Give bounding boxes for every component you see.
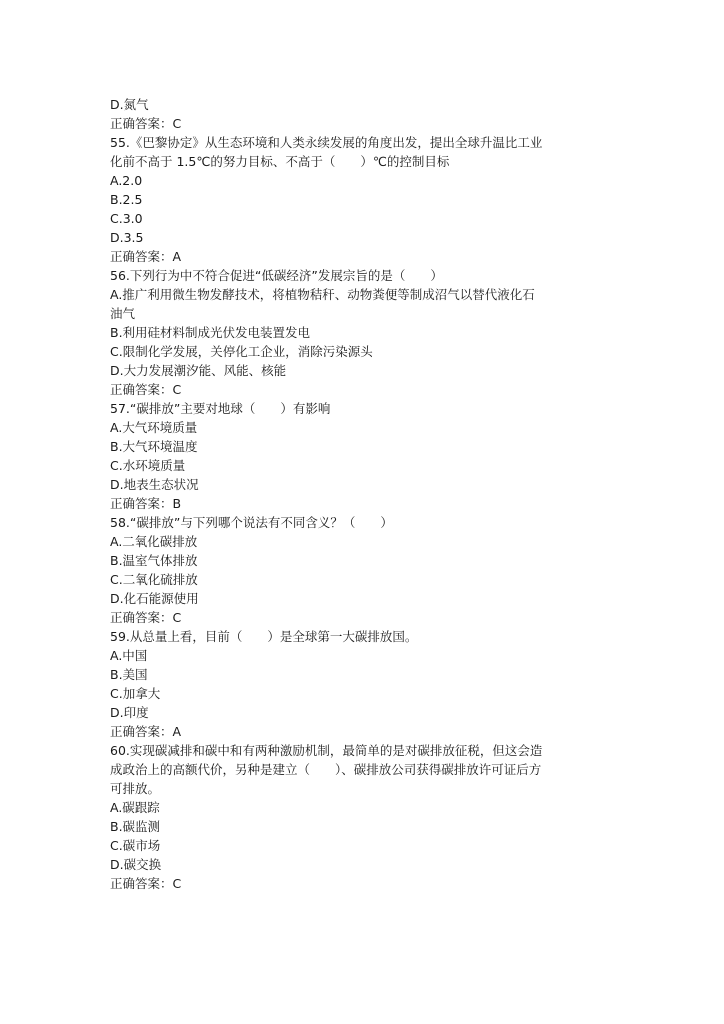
option-a: A.推广利用微生物发酵技术，将植物秸秆、动物粪便等制成沼气以替代液化石 [110,287,535,302]
correct-answer: 正确答案：A [110,724,182,739]
question-58 [110,513,610,627]
option-a: A.碳跟踪 [110,800,160,815]
document-page [110,95,610,893]
option-a: A.2.0 [110,173,143,188]
previous-question-fragment [110,95,610,133]
correct-answer: 正确答案：B [110,496,182,511]
question-60 [110,741,610,893]
question-stem: 55.《巴黎协定》从生态环境和人类永续发展的角度出发，提出全球升温比工业 [110,135,543,150]
option-a: A.中国 [110,648,148,663]
option-d: D.碳交换 [110,857,162,872]
option-b: B.美国 [110,667,148,682]
option-c: C.限制化学发展，关停化工企业，消除污染源头 [110,344,373,359]
question-stem: 60.实现碳减排和碳中和有两种激励机制，最简单的是对碳排放征税，但这会造 [110,743,543,758]
option-d: D.3.5 [110,230,144,245]
correct-answer: 正确答案：C [110,116,182,131]
question-56 [110,266,610,399]
option-c: C.二氧化硫排放 [110,572,198,587]
option-a: A.二氧化碳排放 [110,534,198,549]
question-stem: 可排放。 [110,781,161,796]
option-d: D.氮气 [110,97,149,112]
option-a-continued: 油气 [110,306,136,321]
correct-answer: 正确答案：A [110,249,182,264]
question-57 [110,399,610,513]
option-d: D.印度 [110,705,149,720]
question-stem: 57.“碳排放”主要对地球（ ）有影响 [110,401,331,416]
question-stem: 56.下列行为中不符合促进“低碳经济”发展宗旨的是（ ） [110,268,443,283]
question-59 [110,627,610,741]
option-d: D.地表生态状况 [110,477,199,492]
question-stem: 化前不高于 1.5℃的努力目标、不高于（ ）℃的控制目标 [110,154,450,169]
correct-answer: 正确答案：C [110,610,182,625]
option-c: C.3.0 [110,211,143,226]
option-a: A.大气环境质量 [110,420,198,435]
option-b: B.碳监测 [110,819,161,834]
correct-answer: 正确答案：C [110,382,182,397]
question-stem: 58.“碳排放”与下列哪个说法有不同含义？（ ） [110,515,393,530]
question-stem: 59.从总量上看，目前（ ）是全球第一大碳排放国。 [110,629,418,644]
option-b: B.温室气体排放 [110,553,198,568]
question-55 [110,133,610,266]
option-c: C.水环境质量 [110,458,186,473]
option-b: B.大气环境温度 [110,439,198,454]
option-d: D.化石能源使用 [110,591,199,606]
question-stem: 成政治上的高额代价，另种是建立（ ）、碳排放公司获得碳排放许可证后方 [110,762,542,777]
option-b: B.2.5 [110,192,143,207]
option-b: B.利用硅材料制成光伏发电装置发电 [110,325,311,340]
option-c: C.碳市场 [110,838,161,853]
correct-answer: 正确答案：C [110,876,182,891]
option-d: D.大力发展潮汐能、风能、核能 [110,363,287,378]
option-c: C.加拿大 [110,686,161,701]
